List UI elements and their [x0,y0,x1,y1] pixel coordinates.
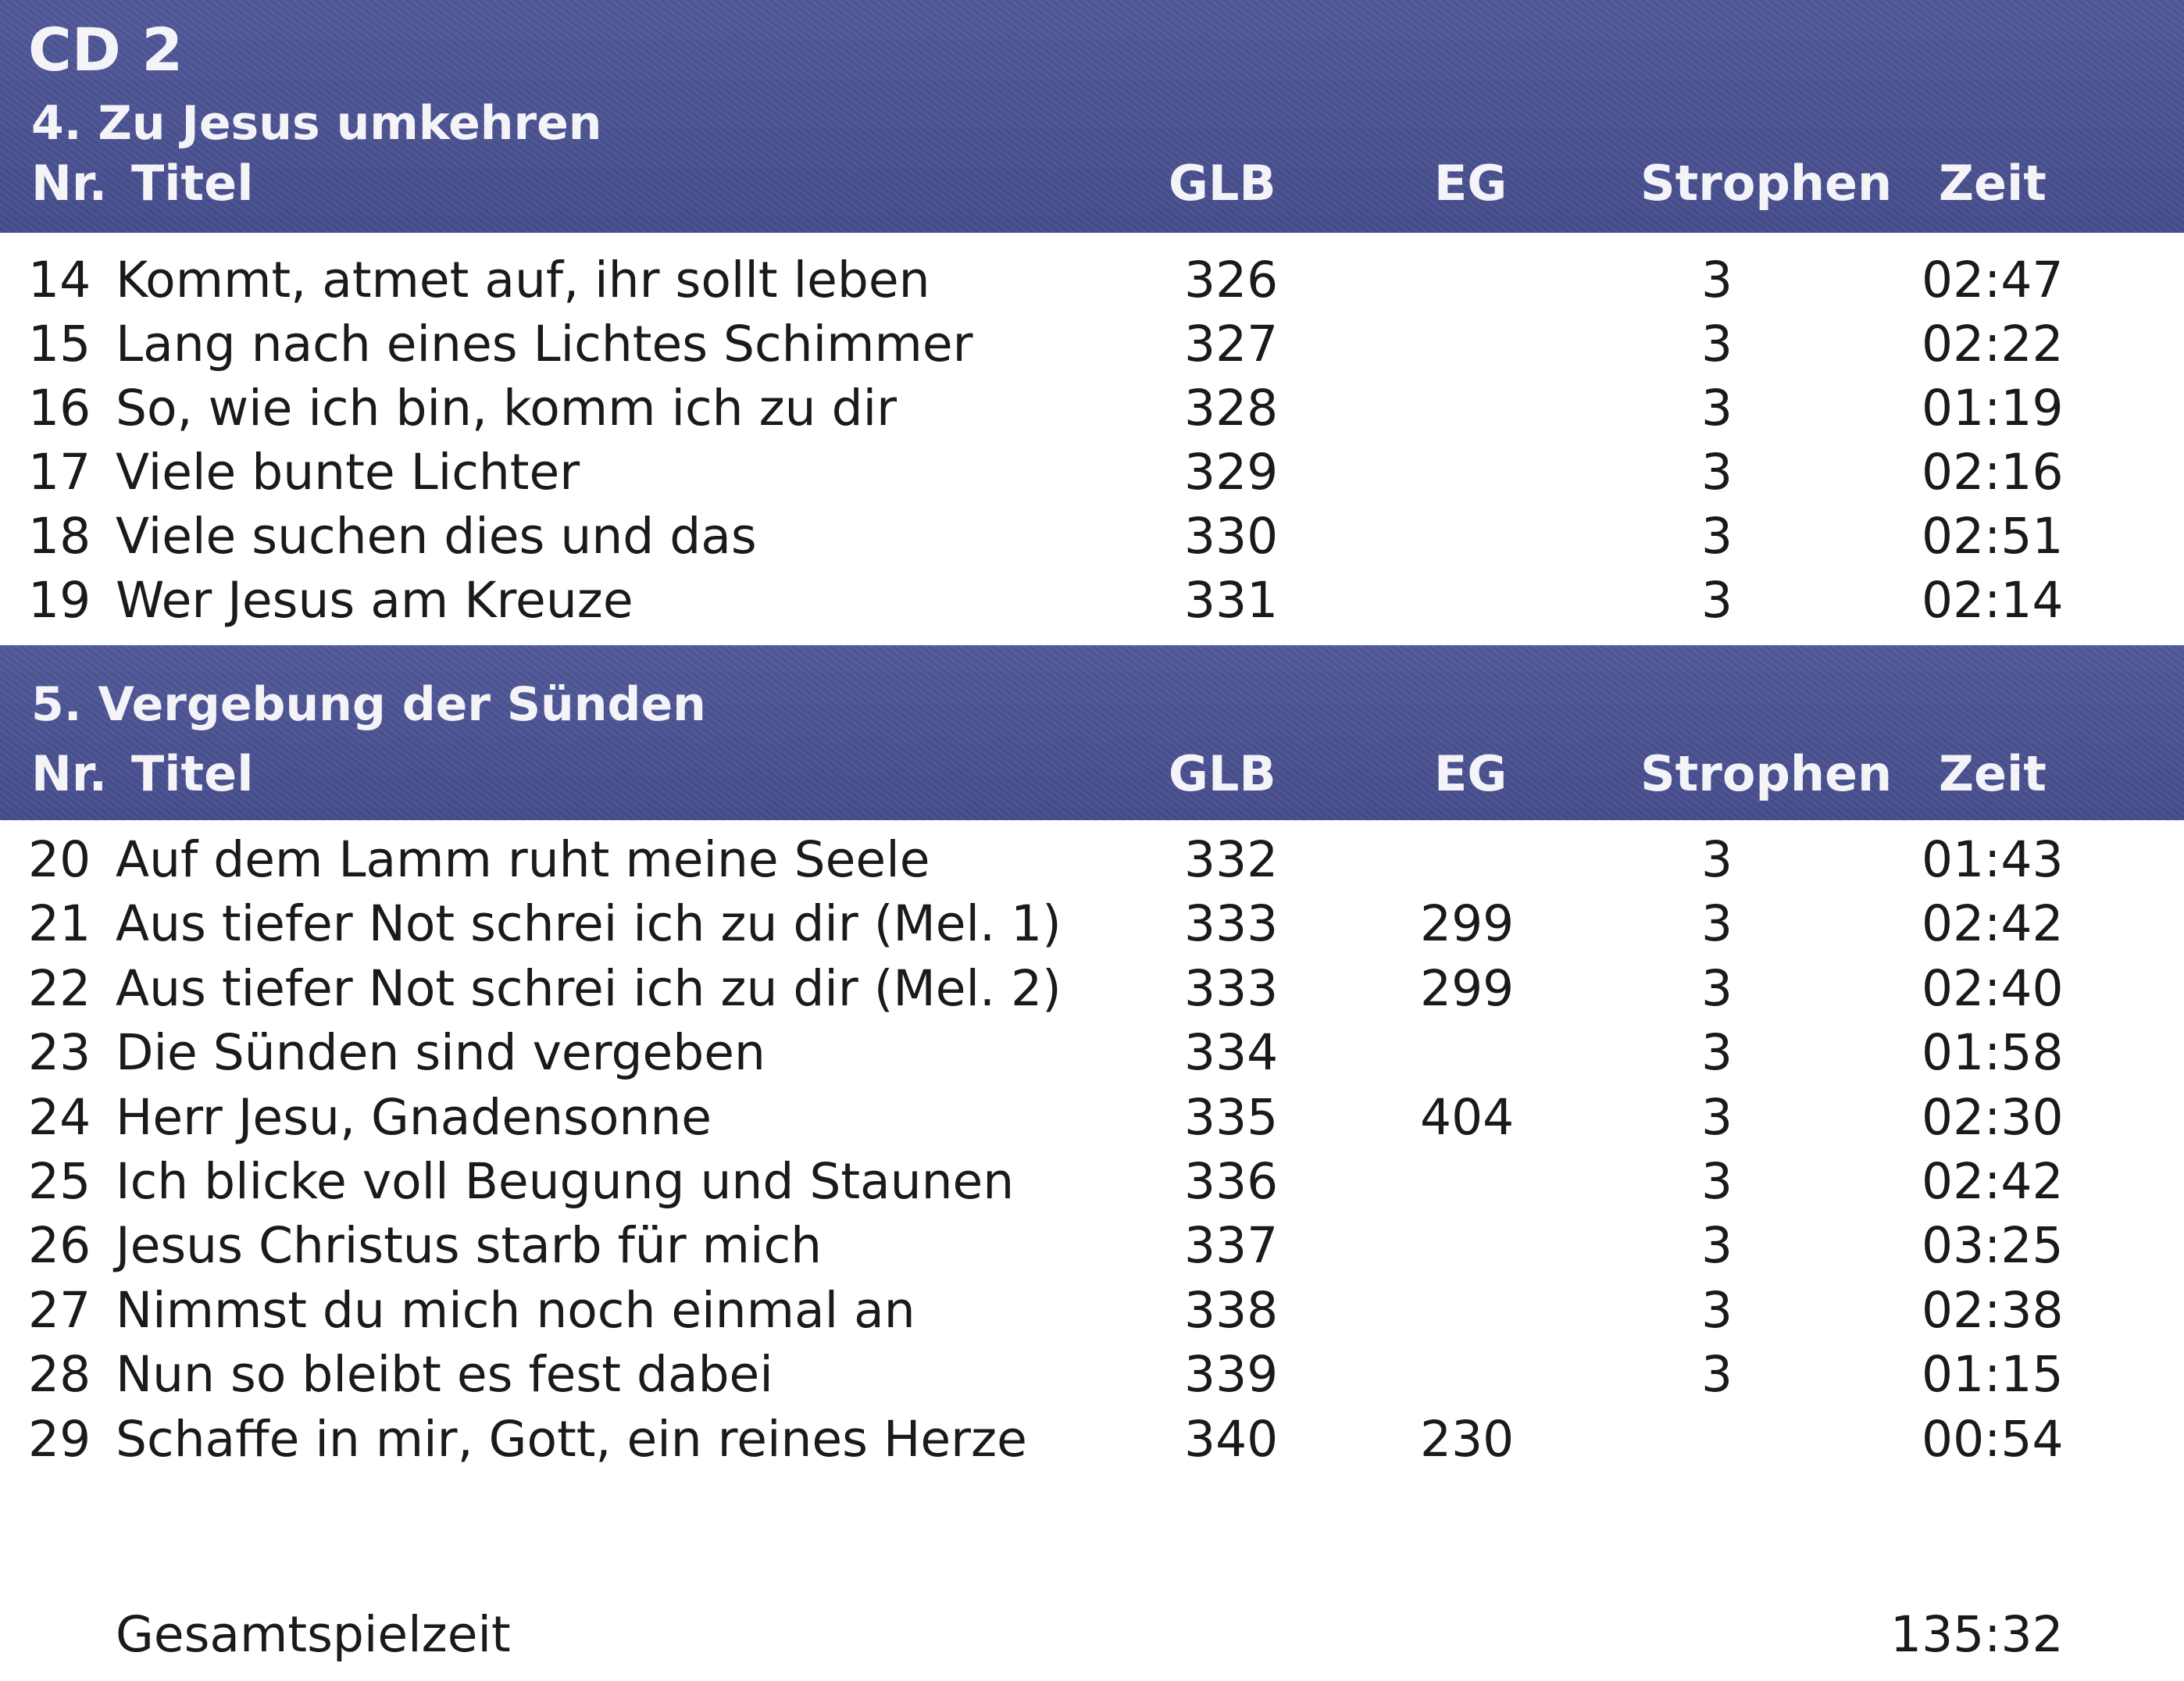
track-row [0,1214,2184,1278]
track-eg: 299 [1420,959,1515,1017]
track-zeit: 02:40 [1922,959,2064,1017]
track-row [0,377,2184,441]
track-glb: 327 [1184,316,1279,373]
track-glb: 328 [1184,380,1279,437]
track-number: 21 [28,895,91,953]
track-title: Kommt, atmet auf, ihr sollt leben [116,252,930,309]
track-strophen: 3 [1701,1217,1733,1275]
track-strophen: 3 [1701,831,1733,888]
track-glb: 334 [1184,1024,1279,1082]
track-zeit: 01:58 [1922,1024,2064,1082]
track-row [0,312,2184,377]
track-glb: 333 [1184,959,1279,1017]
track-title: Wer Jesus am Kreuze [116,572,633,629]
track-title: Schaffe in mir, Gott, ein reines Herze [116,1410,1027,1468]
track-strophen: 3 [1701,444,1733,501]
track-number: 27 [28,1281,91,1339]
column-header-eg: EG [1434,745,1508,802]
track-number: 16 [28,380,91,437]
track-zeit: 02:47 [1922,252,2064,309]
track-number: 28 [28,1346,91,1404]
track-glb: 330 [1184,508,1279,565]
track-title: Viele suchen dies und das [116,508,757,565]
track-number: 17 [28,444,91,501]
track-strophen: 3 [1701,895,1733,953]
track-zeit: 02:22 [1922,316,2064,373]
track-glb: 338 [1184,1281,1279,1339]
track-row [0,1408,2184,1472]
track-title: Lang nach eines Lichtes Schimmer [116,316,973,373]
track-number: 23 [28,1024,91,1082]
total-playtime-label: Gesamtspielzeit [116,1606,511,1663]
section-title: 5. Vergebung der Sünden [31,677,706,732]
track-glb: 326 [1184,252,1279,309]
track-number: 14 [28,252,91,309]
track-strophen: 3 [1701,1024,1733,1082]
track-zeit: 02:42 [1922,1152,2064,1210]
track-title: Viele bunte Lichter [116,444,580,501]
column-header-nr: Nr. [31,745,108,802]
track-row [0,1021,2184,1085]
column-header-glb: GLB [1169,155,1276,212]
track-zeit: 02:38 [1922,1281,2064,1339]
track-zeit: 01:15 [1922,1346,2064,1404]
track-strophen: 3 [1701,1088,1733,1146]
column-header-titel: Titel [131,155,254,212]
track-title: Herr Jesu, Gnadensonne [116,1088,712,1146]
track-zeit: 01:19 [1922,380,2064,437]
track-eg: 404 [1420,1088,1515,1146]
track-list-section-4 [0,248,2184,633]
track-number: 22 [28,959,91,1017]
track-title: So, wie ich bin, komm ich zu dir [116,380,898,437]
section-4-header-band [0,0,2184,233]
cd-label: CD 2 [28,15,184,84]
track-strophen: 3 [1701,1281,1733,1339]
track-title: Aus tiefer Not schrei ich zu dir (Mel. 1) [116,895,1062,953]
track-row [0,505,2184,569]
track-zeit: 02:30 [1922,1088,2064,1146]
track-strophen: 3 [1701,959,1733,1017]
track-row [0,892,2184,956]
track-zeit: 03:25 [1922,1217,2064,1275]
track-glb: 331 [1184,572,1279,629]
track-row [0,1150,2184,1214]
track-title: Auf dem Lamm ruht meine Seele [116,831,930,888]
track-row [0,1279,2184,1343]
track-row [0,1086,2184,1150]
track-row [0,828,2184,892]
column-header-eg: EG [1434,155,1508,212]
track-row [0,957,2184,1021]
track-number: 15 [28,316,91,373]
section-5-header-band [0,645,2184,820]
column-header-strophen: Strophen [1640,745,1893,802]
track-title: Aus tiefer Not schrei ich zu dir (Mel. 2) [116,959,1062,1017]
track-glb: 337 [1184,1217,1279,1275]
track-number: 20 [28,831,91,888]
track-list-section-5 [0,828,2184,1472]
track-title: Die Sünden sind vergeben [116,1024,765,1082]
total-playtime-value: 135:32 [1890,1606,2064,1663]
track-zeit: 00:54 [1922,1410,2064,1468]
track-glb: 332 [1184,831,1279,888]
track-title: Nun so bleibt es fest dabei [116,1346,773,1404]
column-header-zeit: Zeit [1939,745,2047,802]
track-eg: 230 [1420,1410,1515,1468]
track-number: 19 [28,572,91,629]
track-row [0,248,2184,312]
track-zeit: 02:42 [1922,895,2064,953]
section-title: 4. Zu Jesus umkehren [31,96,602,151]
track-number: 25 [28,1152,91,1210]
track-glb: 333 [1184,895,1279,953]
column-header-nr: Nr. [31,155,108,212]
track-zeit: 02:14 [1922,572,2064,629]
track-strophen: 3 [1701,1346,1733,1404]
track-zeit: 02:51 [1922,508,2064,565]
track-glb: 340 [1184,1410,1279,1468]
track-strophen: 3 [1701,380,1733,437]
track-glb: 336 [1184,1152,1279,1210]
column-header-glb: GLB [1169,745,1276,802]
track-zeit: 02:16 [1922,444,2064,501]
track-eg: 299 [1420,895,1515,953]
track-title: Ich blicke voll Beugung und Staunen [116,1152,1015,1210]
track-number: 29 [28,1410,91,1468]
track-row [0,441,2184,505]
track-title: Jesus Christus starb für mich [116,1217,823,1275]
track-glb: 339 [1184,1346,1279,1404]
column-header-strophen: Strophen [1640,155,1893,212]
track-row [0,569,2184,633]
track-strophen: 3 [1701,508,1733,565]
track-strophen: 3 [1701,1152,1733,1210]
track-zeit: 01:43 [1922,831,2064,888]
track-row [0,1343,2184,1407]
track-number: 18 [28,508,91,565]
track-glb: 335 [1184,1088,1279,1146]
track-glb: 329 [1184,444,1279,501]
track-title: Nimmst du mich noch einmal an [116,1281,915,1339]
track-strophen: 3 [1701,316,1733,373]
track-number: 24 [28,1088,91,1146]
column-header-zeit: Zeit [1939,155,2047,212]
track-number: 26 [28,1217,91,1275]
track-strophen: 3 [1701,572,1733,629]
column-header-titel: Titel [131,745,254,802]
track-strophen: 3 [1701,252,1733,309]
